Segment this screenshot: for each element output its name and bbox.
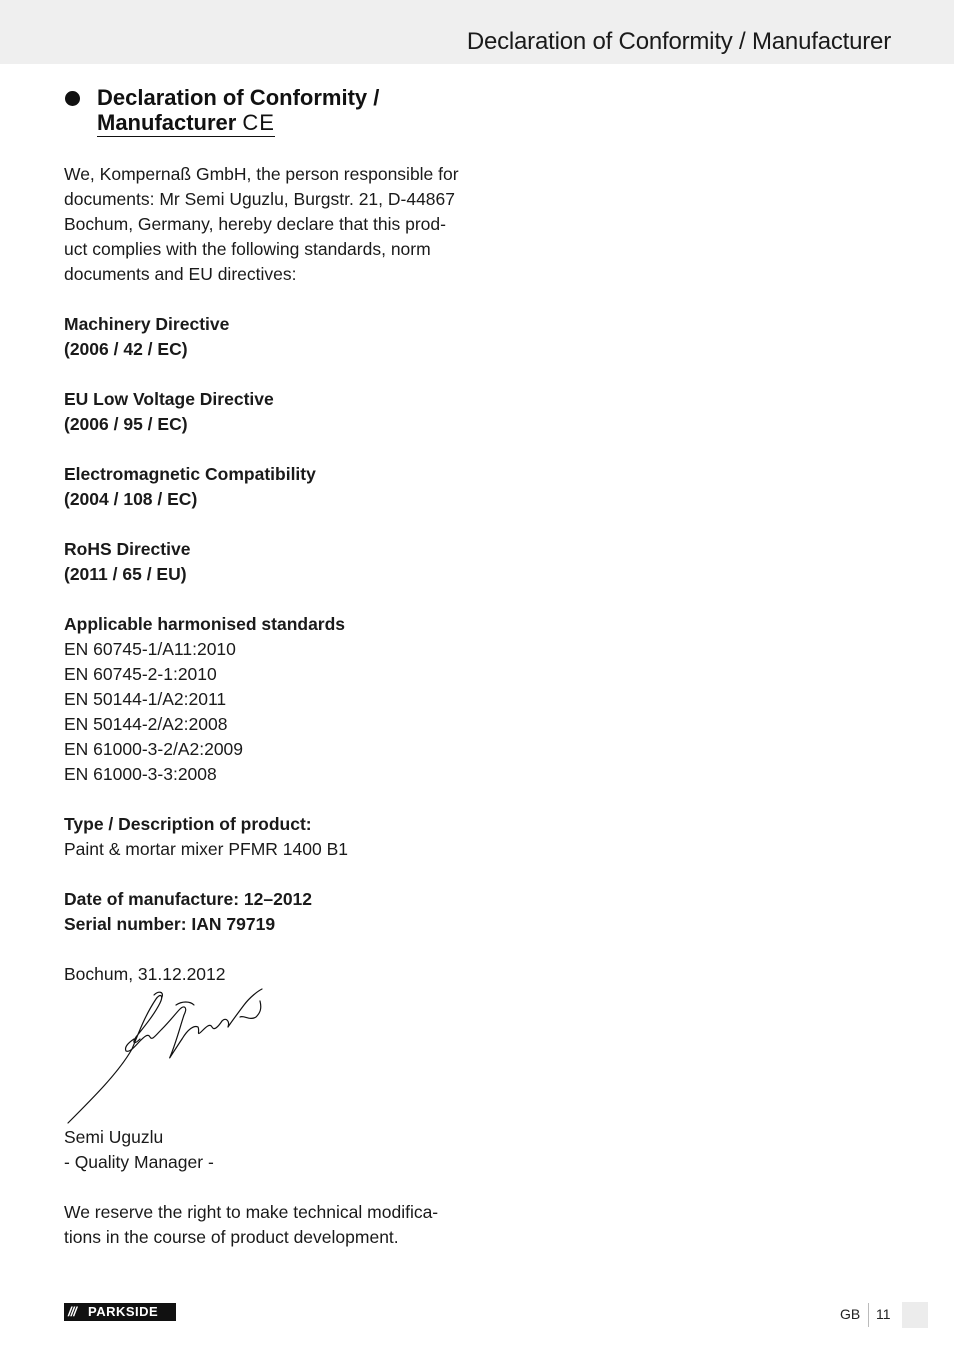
disclaimer xyxy=(64,1200,474,1250)
manufacture-info xyxy=(64,887,474,937)
standard-item: EN 50144-1/A2:2011 xyxy=(64,689,227,709)
standard-item: EN 61000-3-2/A2:2009 xyxy=(64,739,244,759)
intro-line: We, Kompernaß GmbH, the person responsible for xyxy=(64,164,459,184)
directive-name: RoHS Directive xyxy=(64,539,191,559)
place-date: Bochum, 31.12.2012 xyxy=(64,964,226,984)
directive-name: Electromagnetic Compatibility xyxy=(64,464,316,484)
standards-title: Applicable harmonised standards xyxy=(64,614,346,634)
signature-image xyxy=(64,987,274,1125)
directive-code: (2006 / 42 / EC) xyxy=(64,339,188,359)
manufacture-date: Date of manufacture: 12–2012 xyxy=(64,889,313,909)
logo-brand: PARKSIDE xyxy=(88,1304,159,1319)
declaration-body xyxy=(64,162,474,1250)
intro-line: uct complies with the following standards, norm xyxy=(64,239,431,259)
header-band xyxy=(0,0,954,64)
page-number: 11 xyxy=(876,1306,891,1322)
product-value: Paint & mortar mixer PFMR 1400 B1 xyxy=(64,839,348,859)
directive-name: EU Low Voltage Directive xyxy=(64,389,274,409)
standards-list xyxy=(64,612,474,787)
intro-paragraph xyxy=(64,162,474,287)
directive-emc xyxy=(64,462,474,512)
directive-code: (2011 / 65 / EU) xyxy=(64,564,187,584)
disclaimer-line: We reserve the right to make technical modifica- xyxy=(64,1202,439,1222)
directive-rohs xyxy=(64,537,474,587)
ce-mark-icon: CE xyxy=(242,110,275,135)
standard-item: EN 60745-2-1:2010 xyxy=(64,664,217,684)
section-heading-line2-text: Manufacturer xyxy=(97,110,237,135)
directive-code: (2006 / 95 / EC) xyxy=(64,414,188,434)
directive-name: Machinery Directive xyxy=(64,314,230,334)
product-title: Type / Description of product: xyxy=(64,814,312,834)
section-heading xyxy=(97,85,379,137)
intro-line: documents: Mr Semi Uguzlu, Burgstr. 21, D-44867 xyxy=(64,189,456,209)
signer-name: Semi Uguzlu xyxy=(64,1127,164,1147)
directive-low-voltage xyxy=(64,387,474,437)
page-tab-marker xyxy=(902,1302,928,1328)
standard-item: EN 60745-1/A11:2010 xyxy=(64,639,236,659)
section-heading-line1: Declaration of Conformity / xyxy=(97,85,380,110)
intro-line: documents and EU directives: xyxy=(64,264,297,284)
section-bullet-icon xyxy=(65,91,80,106)
directive-machinery xyxy=(64,312,474,362)
disclaimer-line: tions in the course of product development. xyxy=(64,1227,399,1247)
signer-info xyxy=(64,1125,474,1175)
serial-number: Serial number: IAN 79719 xyxy=(64,914,276,934)
page-title: Declaration of Conformity / Manufacturer xyxy=(466,28,891,55)
standard-item: EN 61000-3-3:2008 xyxy=(64,764,217,784)
language-code: GB xyxy=(840,1306,861,1322)
intro-line: Bochum, Germany, hereby declare that this prod- xyxy=(64,214,446,234)
logo-slashes-icon: /// xyxy=(68,1304,76,1319)
footer-divider xyxy=(868,1303,869,1327)
parkside-logo xyxy=(64,1303,176,1321)
signer-role: - Quality Manager - xyxy=(64,1152,214,1172)
section-heading-line2 xyxy=(97,110,275,137)
standard-item: EN 50144-2/A2:2008 xyxy=(64,714,228,734)
directive-code: (2004 / 108 / EC) xyxy=(64,489,198,509)
product-description xyxy=(64,812,474,862)
